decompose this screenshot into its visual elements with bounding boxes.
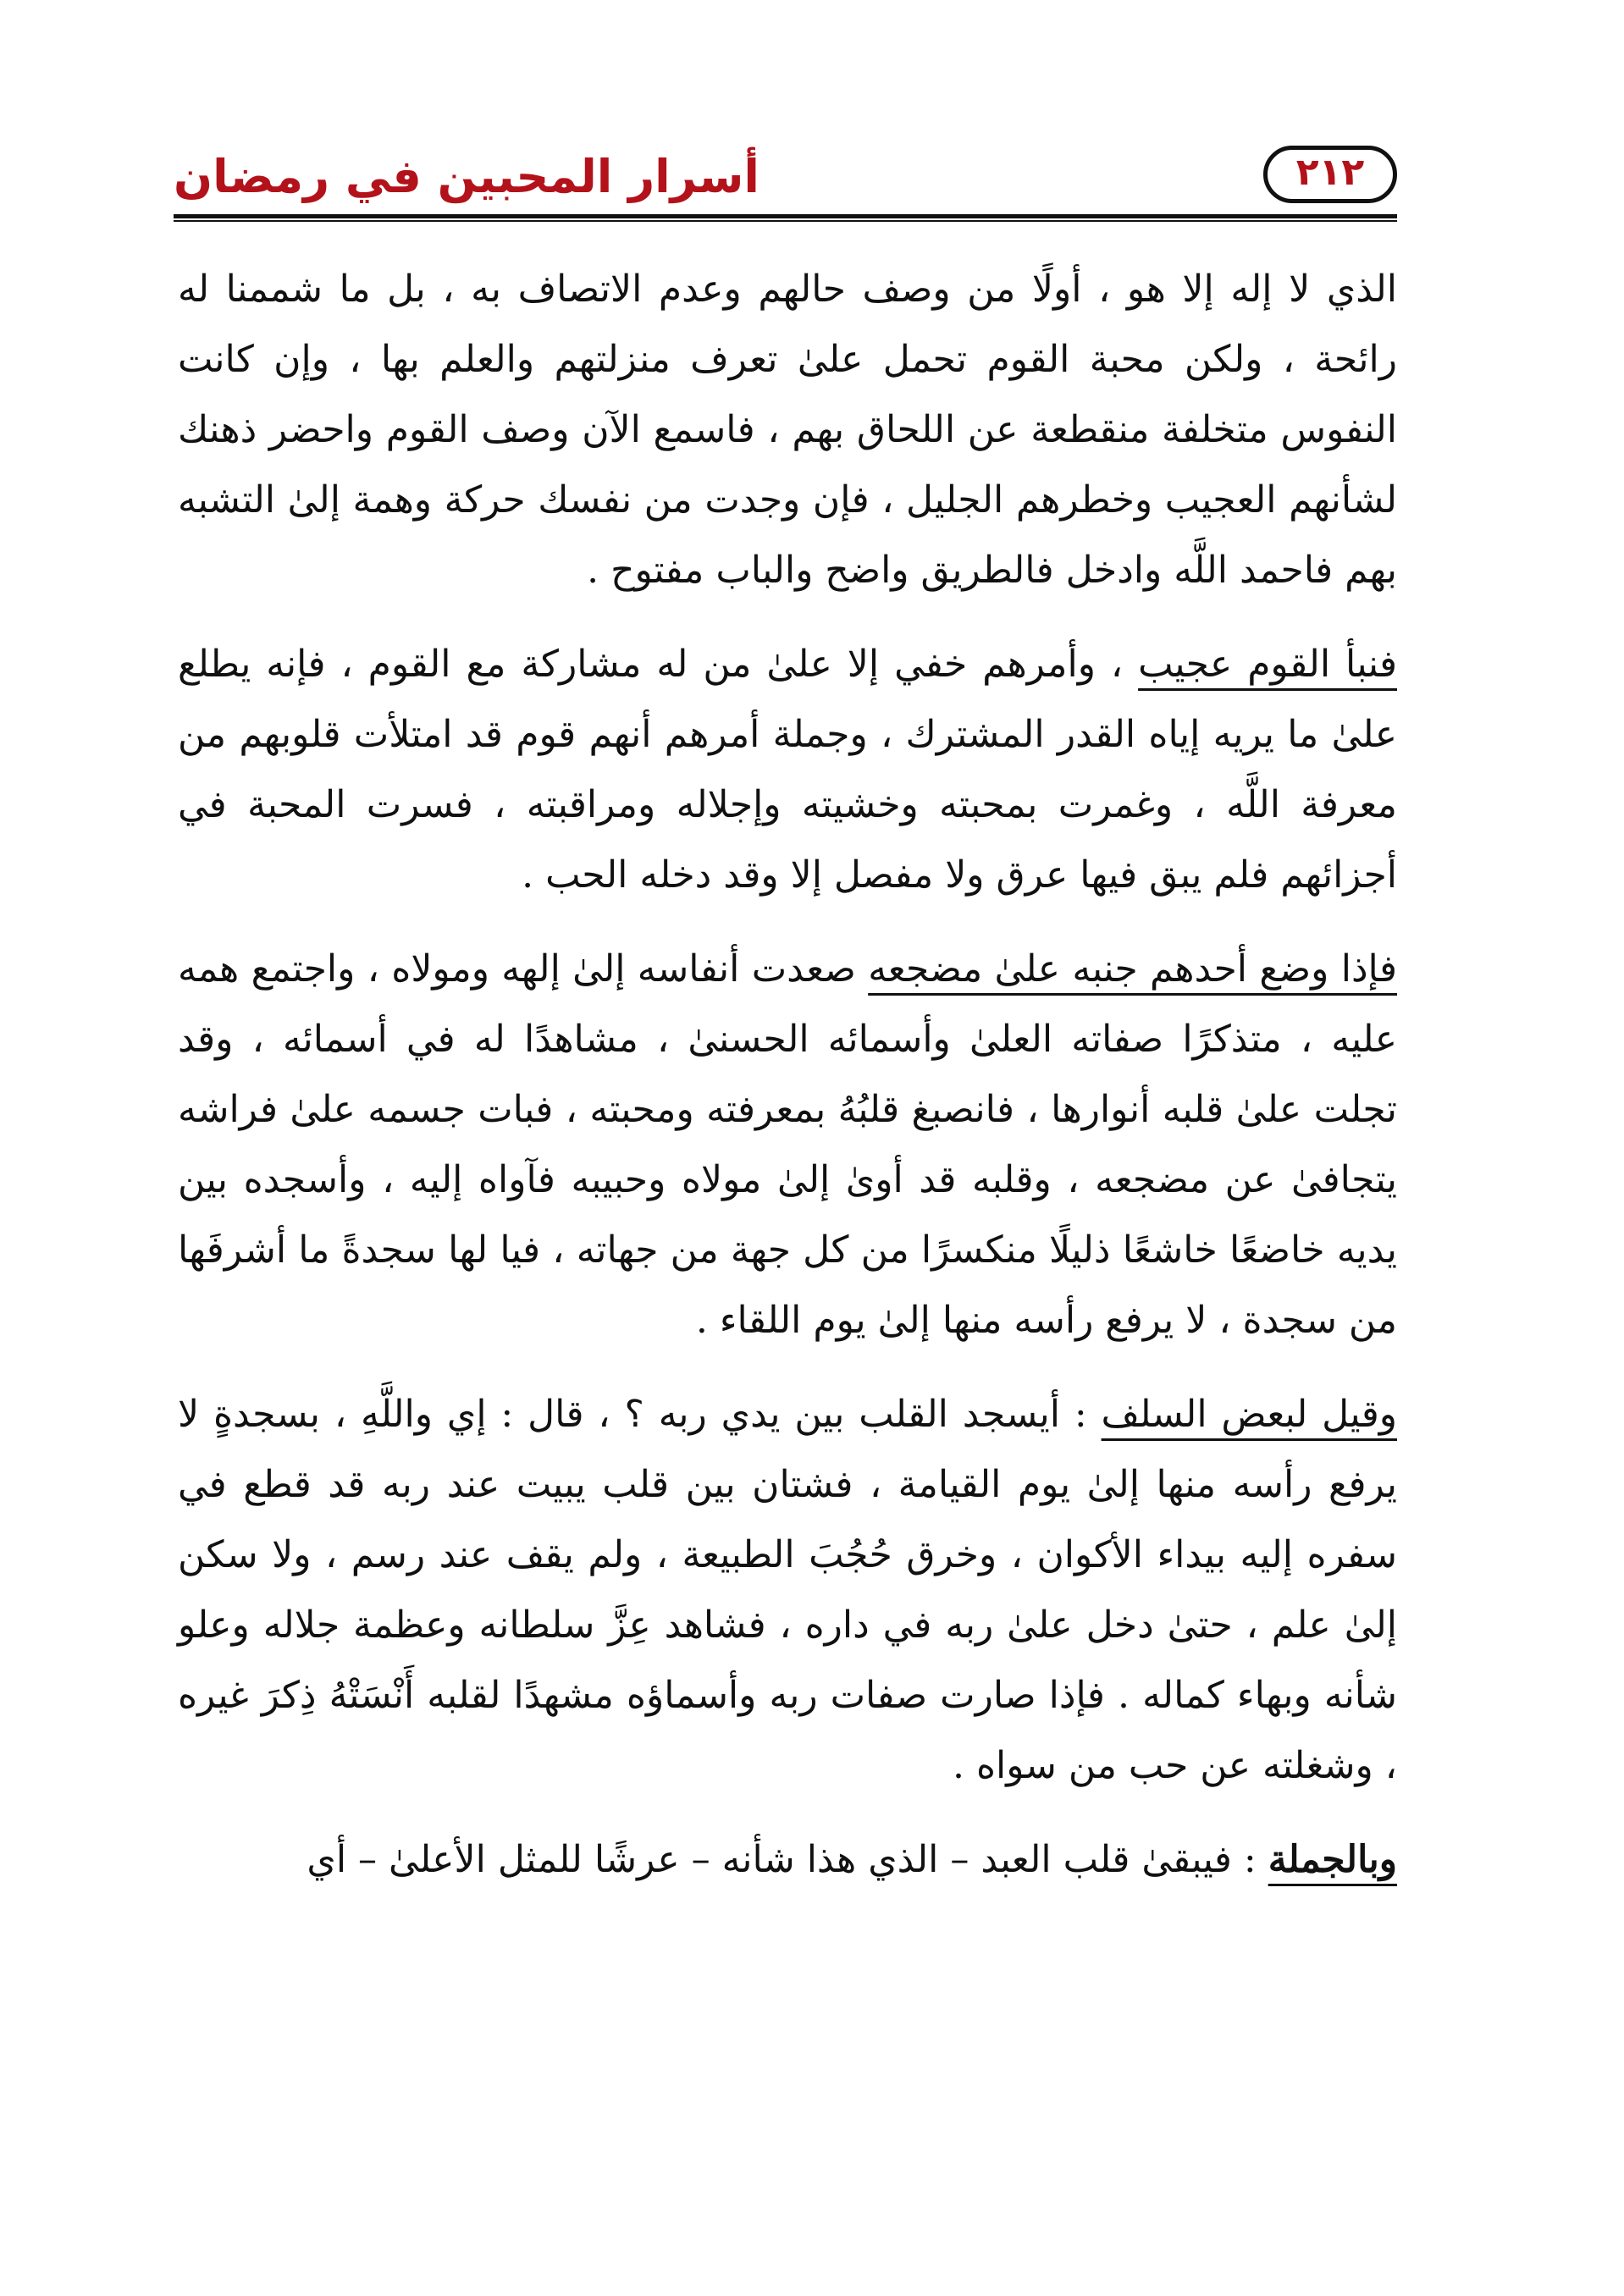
- page-number: ٢١٢: [1295, 151, 1365, 194]
- paragraph-text: ، وأمرهم خفي إلا علىٰ من له مشاركة مع القوم ، فإنه يطلع علىٰ ما يريه إياه القدر المشترك ، وجملة أمرهم أنهم قوم قد امتلأت قلوبهم من معرفة اللَّه ، وغمرت بمحبته وخشيته وإجلاله ومراقبته ، فسرت المحبة في أجزائهم فلم يبق فيها عرق ولا مفصل إلا وقد دخله الحب .: [178, 643, 1397, 897]
- paragraph-lead-phrase: فنبأ القوم عجيب: [1138, 643, 1397, 686]
- page-number-badge: [1263, 146, 1397, 203]
- paragraph-text: الذي لا إله إلا هو ، أولًا من وصف حالهم وعدم الاتصاف به ، بل ما شممنا له رائحة ، ولكن محبة القوم تحمل علىٰ تعرف منزلتهم والعلم بها ، وإن كانت النفوس متخلفة منقطعة عن اللحاق بهم ، فاسمع الآن وصف القوم واحضر ذهنك لشأنهم العجيب وخطرهم الجليل ، فإن وجدت من نفسك حركة وهمة إلىٰ التشبه بهم فاحمد اللَّه وادخل فالطريق واضح والباب مفتوح .: [178, 268, 1397, 592]
- paragraph-3: [178, 934, 1397, 1355]
- paragraph-4: [178, 1379, 1397, 1801]
- running-title: أسرار المحبين في رمضان: [174, 150, 760, 203]
- paragraph-lead-phrase: وقيل لبعض السلف: [1101, 1393, 1397, 1436]
- paragraph-5: [178, 1824, 1397, 1895]
- paragraph-1: [178, 254, 1397, 605]
- body-text: [178, 254, 1397, 1918]
- header-divider: [174, 214, 1397, 222]
- paragraph-lead-phrase: وبالجملة: [1268, 1838, 1397, 1881]
- paragraph-2: [178, 629, 1397, 910]
- paragraph-lead-phrase: فإذا وضع أحدهم جنبه علىٰ مضجعه: [868, 947, 1397, 991]
- paragraph-text: : أيسجد القلب بين يدي ربه ؟ ، قال : إي واللَّهِ ، بسجدةٍ لا يرفع رأسه منها إلىٰ يوم القيامة ، فشتان بين قلب يبيت عند ربه قد قطع في سفره إليه بيداء الأكوان ، وخرق حُجُبَ الطبيعة ، ولم يقف عند رسم ، ولا سكن إلىٰ علم ، حتىٰ دخل علىٰ ربه في داره ، فشاهد عِزَّ سلطانه وعظمة جلاله وعلو شأنه وبهاء كماله . فإذا صارت صفات ربه وأسماؤه مشهدًا لقلبه أَنْسَتْهُ ذِكرَ غيره ، وشغلته عن حب من سواه .: [178, 1393, 1398, 1787]
- paragraph-text: صعدت أنفاسه إلىٰ إلهه ومولاه ، واجتمع همه عليه ، متذكرًا صفاته العلىٰ وأسمائه الحسنىٰ ، مشاهدًا له في أسمائه ، وقد تجلت علىٰ قلبه أنوارها ، فانصبغ قلبُهُ بمعرفته ومحبته ، فبات جسمه علىٰ فراشه يتجافىٰ عن مضجعه ، وقلبه قد أوىٰ إلىٰ مولاه وحبيبه فآواه إليه ، وأسجده بين يديه خاضعًا خاشعًا ذليلًا منكسرًا من كل جهة من جهاته ، فيا لها سجدةً ما أشرفَها من سجدة ، لا يرفع رأسه منها إلىٰ يوم اللقاء .: [178, 947, 1397, 1342]
- paragraph-text: : فيبقىٰ قلب العبد – الذي هذا شأنه – عرشًا للمثل الأعلىٰ – أي: [307, 1838, 1268, 1881]
- page-header: [174, 144, 1397, 222]
